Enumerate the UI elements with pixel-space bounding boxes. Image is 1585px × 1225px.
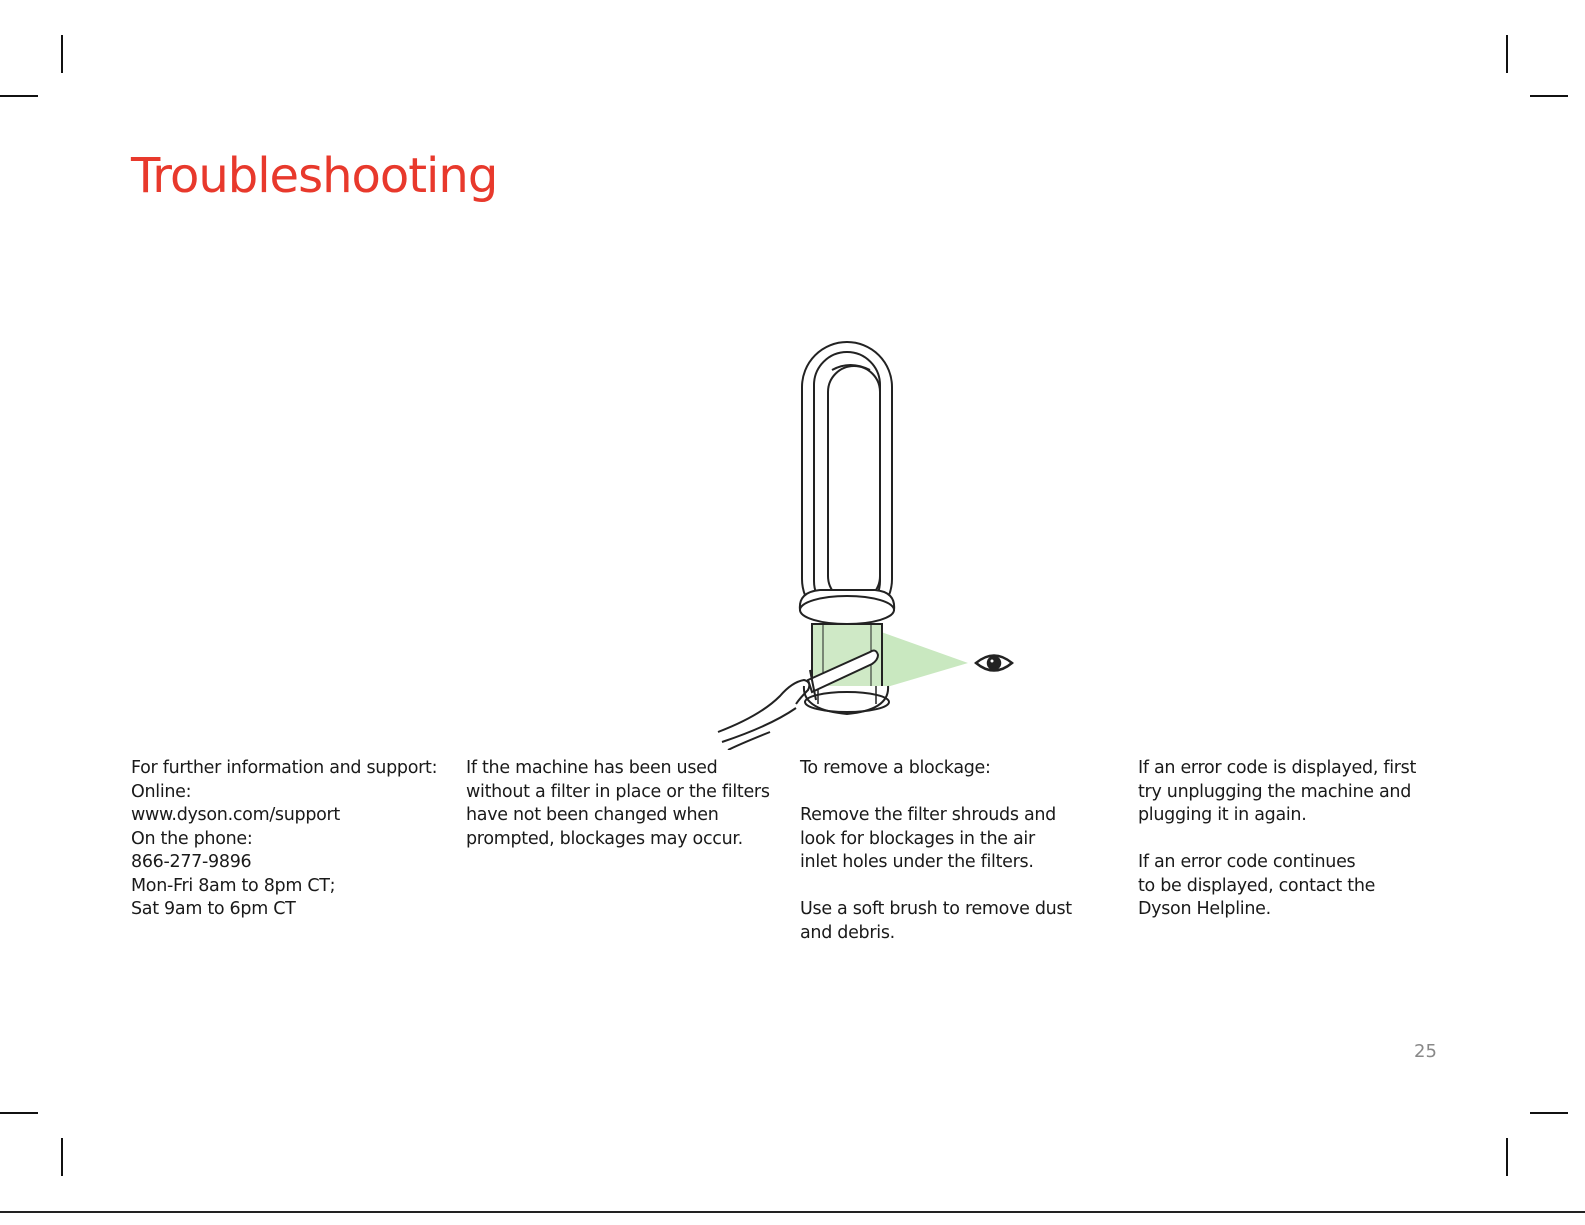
text-line: Use a soft brush to remove dust	[800, 899, 1072, 919]
crop-mark	[61, 1138, 63, 1176]
crop-mark	[1506, 35, 1508, 73]
support-heading: For further information and support:	[131, 758, 438, 778]
page-number: 25	[1414, 1041, 1437, 1062]
text-line: inlet holes under the filters.	[800, 852, 1034, 872]
text-line: try unplugging the machine and	[1138, 781, 1412, 802]
crop-mark	[0, 1112, 38, 1114]
blockage-heading: To remove a blockage:	[800, 758, 991, 778]
filter-warning-column	[466, 757, 776, 851]
crop-mark	[1530, 1112, 1568, 1114]
crop-mark	[1530, 95, 1568, 97]
support-url: www.dyson.com/support	[131, 805, 340, 825]
text-line: Dyson Helpline.	[1138, 899, 1271, 919]
phone-label: On the phone:	[131, 828, 253, 849]
online-label: Online:	[131, 781, 192, 802]
text-line: If the machine has been used	[466, 758, 718, 778]
bottom-rule	[0, 1211, 1585, 1213]
phone-number: 866-277-9896	[131, 852, 252, 872]
sightline-highlight	[870, 628, 968, 692]
text-line: to be displayed, contact the	[1138, 875, 1376, 896]
error-code-column	[1138, 757, 1438, 922]
text-line: If an error code is displayed, first	[1138, 758, 1417, 778]
illustration	[700, 330, 1040, 750]
eye-icon	[976, 656, 1012, 671]
weekday-hours: Mon-Fri 8am to 8pm CT;	[131, 875, 336, 896]
support-info-column	[131, 757, 451, 922]
fan-tower-icon	[800, 342, 894, 714]
text-line: prompted, blockages may occur.	[466, 828, 743, 849]
text-line: and debris.	[800, 922, 895, 943]
crop-mark	[61, 35, 63, 73]
blockage-column	[800, 757, 1100, 945]
text-line: Remove the filter shrouds and	[800, 805, 1056, 825]
saturday-hours: Sat 9am to 6pm CT	[131, 899, 296, 919]
text-line: look for blockages in the air	[800, 828, 1035, 849]
text-line: without a filter in place or the filters	[466, 781, 770, 802]
crop-mark	[0, 95, 38, 97]
text-line: plugging it in again.	[1138, 805, 1307, 825]
text-line: have not been changed when	[466, 805, 719, 825]
page-title: Troubleshooting	[131, 148, 498, 204]
text-line: If an error code continues	[1138, 852, 1356, 872]
crop-mark	[1506, 1138, 1508, 1176]
